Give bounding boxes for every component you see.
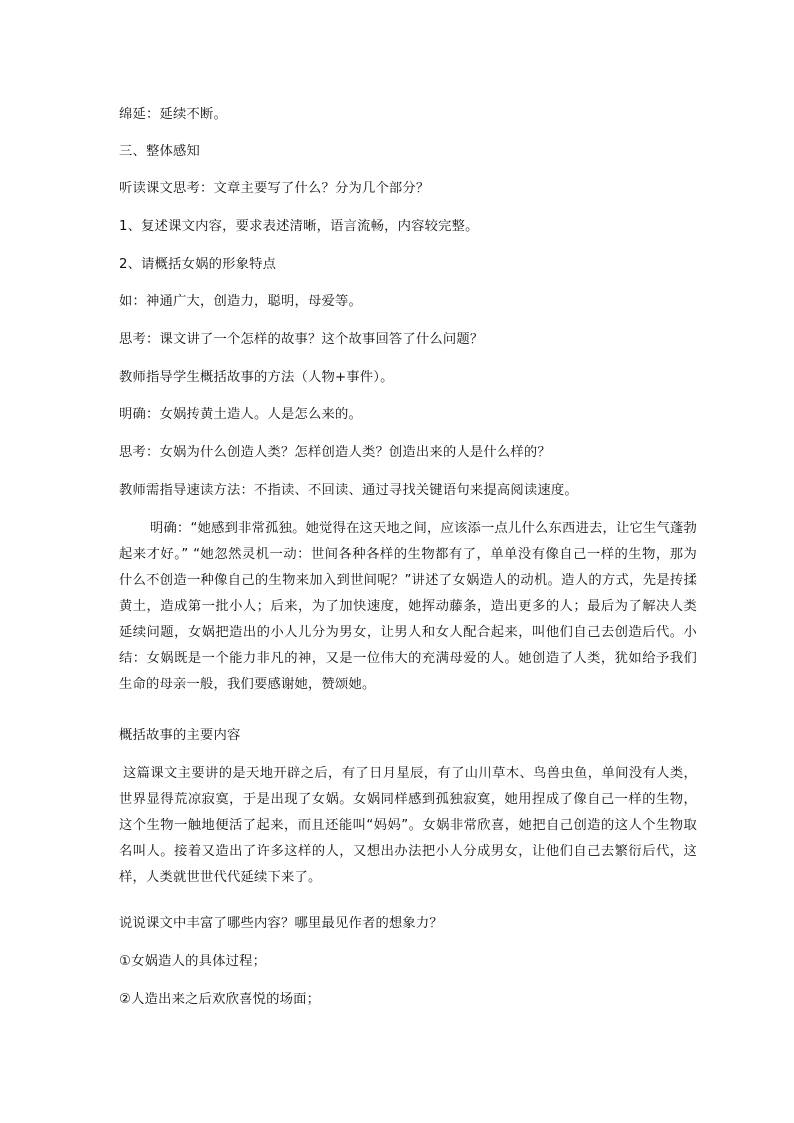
list-item: ②人造出来之后欢欣喜悦的场面； — [119, 992, 321, 1007]
definition-line: 绵延：延续不断。 — [119, 107, 227, 122]
question-line: 思考：课文讲了一个怎样的故事？这个故事回答了什么问题？ — [119, 332, 484, 347]
section-heading: 三、整体感知 — [119, 144, 200, 159]
example-line: 如：神通广大，创造力，聪明，母爱等。 — [119, 294, 362, 309]
summary-paragraph: 这篇课文主要讲的是天地开辟之后，有了日月星辰，有了山川草木、鸟兽虫鱼，单间没有人类，世界显得荒凉寂寞，于是出现了女娲。女娲同样感到孤独寂寞，她用捏成了像自己一样的生物，这个生物一触地便活了起来，而且还能叫“妈妈”。女娲非常欣喜，她把自己创造的这人个生物取名叫人。接着又造出了许多这样的人，又想出办法把小人分成男女，让他们自己去繁衍后代，这样，人类就世世代代延续下来了。 — [119, 766, 697, 885]
teacher-guide-line: 教师指导学生概括故事的方法（人物+事件）。 — [119, 370, 394, 385]
task-item-1: 1、复述课文内容，要求表述清晰，语言流畅，内容较完整。 — [119, 219, 479, 234]
list-item: ①女娲造人的具体过程； — [119, 954, 267, 969]
answer-paragraph: 明确：“她感到非常孤独。她觉得在这天地之间，应该添一点儿什么东西进去，让它生气蓬勃起来才好。” “她忽然灵机一动：世间各种各样的生物都有了，单单没有像自己一样的生物，那为什么不创造一种像自己的生物来加入到世间呢？”讲述了女娲造人的动机。造人的方式，先是抟揉黄土，造成第一批小人；后来，为了加快速度，她挥动藤条，造出更多的人；最后为了解决人类延续问题，女娲把造出的小人儿分为男女，让男人和女人配合起来，叫他们自己去创造后代。小结：女娲既是一个能力非凡的神，又是一位伟大的充满母爱的人。她创造了人类，犹如给予我们生命的母亲一般，我们要感谢她，赞颂她。 — [119, 521, 697, 692]
task-item-2: 2、请概括女娲的形象特点 — [119, 257, 277, 272]
question-line: 思考：女娲为什么创造人类？怎样创造人类？创造出来的人是什么样的？ — [119, 445, 551, 460]
teacher-guide-line: 教师需指导速读方法：不指读、不回读、通过寻找关键语句来提高阅读速度。 — [119, 483, 578, 498]
question-line: 听读课文思考：文章主要写了什么？分为几个部分？ — [119, 181, 430, 196]
question-line: 说说课文中丰富了哪些内容？哪里最见作者的想象力？ — [119, 916, 443, 931]
answer-line: 明确：女娲抟黄土造人。人是怎么来的。 — [119, 407, 362, 422]
subheading-summary: 概括故事的主要内容 — [119, 728, 241, 743]
